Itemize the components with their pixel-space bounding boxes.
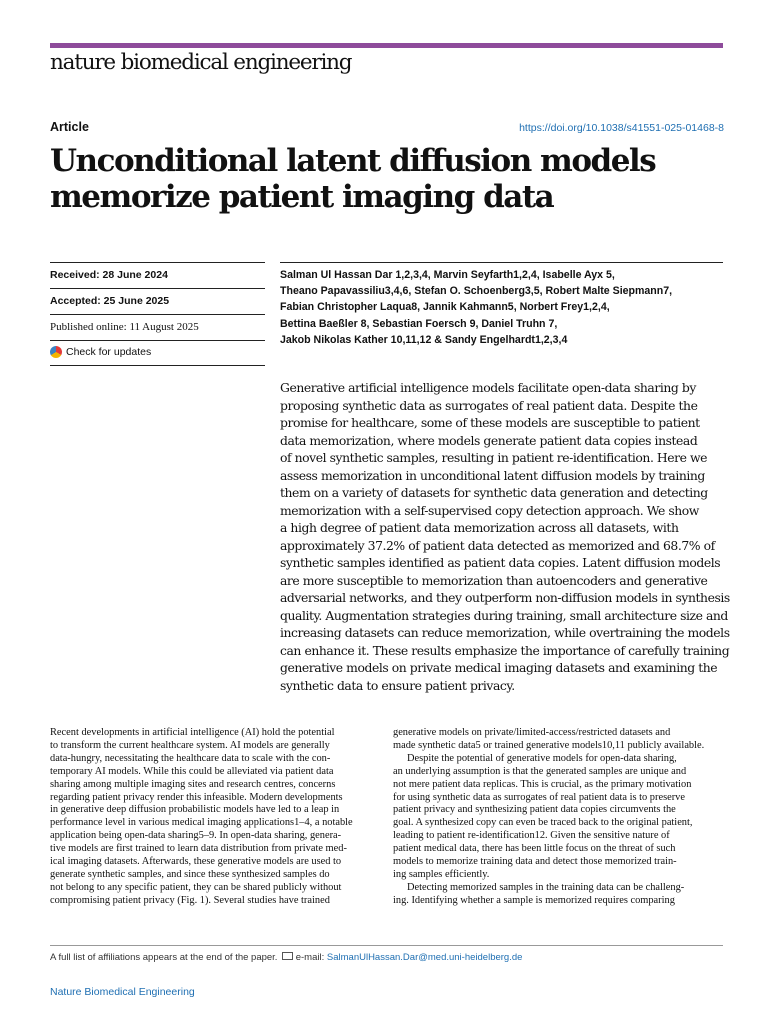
received-date: Received: 28 June 2024 (50, 262, 265, 288)
doi-link[interactable]: https://doi.org/10.1038/s41551-025-01468-8 (519, 122, 724, 134)
abstract-line: a high degree of patient data memorization across all datasets, with (280, 520, 679, 535)
body-line: ing samples efficiently. (393, 868, 490, 880)
body-column-left (50, 727, 380, 908)
body-line: to transform the current healthcare system. AI models are generally (50, 739, 330, 751)
body-line: not mere patient data replicas. This is crucial, as the primary motivation (393, 778, 692, 790)
body-line: an underlying assumption is that the generated samples are unique and (393, 765, 687, 777)
publication-meta (50, 262, 265, 366)
body-line: Detecting memorized samples in the training data can be challeng- (407, 881, 685, 893)
published-date: Published online: 11 August 2025 (50, 314, 265, 340)
abstract-line: are more susceptible to memorization than autoencoders and generative (280, 572, 708, 588)
authors-divider (280, 262, 723, 263)
body-line: patient privacy and synthesizing patient data copies circumvents the (393, 804, 676, 816)
body-line: data-hungry, necessitating the healthcare data to scale with the con- (50, 752, 331, 764)
author-list (280, 267, 730, 348)
body-line: temporary AI models. While this could be alleviated via patient data (50, 765, 334, 777)
journal-name: nature biomedical engineering (50, 50, 352, 75)
title-line: Unconditional latent diffusion models (50, 143, 656, 179)
author-line: Salman Ul Hassan Dar 1,2,3,4, Marvin Seyfarth1,2,4, Isabelle Ayx 5, (280, 269, 615, 281)
article-title (50, 143, 740, 215)
body-column-right (393, 727, 723, 908)
body-line: in generative deep diffusion probabilistic models have led to a leap in (50, 804, 340, 816)
footer-journal-name: Nature Biomedical Engineering (50, 986, 195, 998)
abstract-line: generative models on private medical imaging datasets and examining the (280, 660, 718, 675)
abstract-line: memorization with a self-supervised copy detection approach. We show (280, 502, 699, 518)
body-line: made synthetic data5 or trained generative models10,11 publicly available. (393, 739, 705, 751)
body-line: models to memorize training data and detect those memorized train- (393, 856, 677, 868)
abstract-line: synthetic data to ensure patient privacy. (280, 677, 515, 693)
title-line: memorize patient imaging data (50, 179, 554, 215)
abstract-line: of novel synthetic samples, resulting in patient re-identification. Here we (280, 450, 708, 465)
author-line: Jakob Nikolas Kather 10,11,12 & Sandy Engelhardt1,2,3,4 (280, 333, 568, 346)
body-line: not belong to any specific patient, they can be shared publicly without (50, 881, 342, 893)
abstract-line: data memorization, where models generate patient data copies instead (280, 432, 698, 448)
corresponding-email-link[interactable]: SalmanUlHassan.Dar@med.uni-heidelberg.de (326, 952, 523, 963)
check-for-updates-button[interactable]: Check for updates (50, 340, 265, 366)
footnote-divider (50, 945, 723, 946)
author-line: Theano Papavassiliu3,4,6, Stefan O. Schoenberg3,5, Robert Malte Siepmann7, (280, 285, 673, 298)
body-line: application being open-data sharing5–9. In open-data sharing, genera- (50, 830, 342, 842)
body-line: Recent developments in artificial intelligence (AI) hold the potential (50, 727, 335, 738)
envelope-icon (282, 952, 293, 960)
body-line: regarding patient privacy render this infeasible. Modern developments (50, 791, 343, 803)
abstract-line: approximately 37.2% of patient data detected as memorized and 68.7% of (280, 537, 715, 553)
abstract-line: can enhance it. These results emphasize the importance of carefully training (280, 642, 730, 658)
abstract-line: them on a variety of datasets for synthetic data generation and detecting (280, 485, 708, 500)
body-line: compromising patient privacy (Fig. 1). Several studies have trained (50, 894, 330, 906)
journal-accent-bar (50, 43, 723, 48)
abstract-line: quality. Augmentation strategies during training, small architecture size and (280, 607, 728, 623)
body-line: tive models are first trained to learn data distribution from private med- (50, 843, 347, 855)
body-line: patient medical data, there has been little focus on the threat of such (393, 843, 676, 855)
abstract-line: synthetic samples identified as patient data copies. Latent diffusion models (280, 555, 721, 570)
abstract-line: assess memorization in unconditional latent diffusion models by training (280, 467, 705, 483)
body-line: ical imaging datasets. Afterwards, these generative models are used to (50, 856, 342, 868)
author-line: Bettina Baeßler 8, Sebastian Foersch 9, Daniel Truhn 7, (280, 317, 558, 330)
abstract (280, 379, 730, 694)
body-line: ing. Identifying whether a sample is memorized requires comparing (393, 894, 675, 906)
body-line: performance level in various medical imaging applications1–4, a notable (50, 817, 353, 829)
article-type-label: Article (50, 120, 89, 134)
body-line: generate synthetic samples, and since these synthesized samples do (50, 868, 330, 880)
abstract-line: Generative artificial intelligence models facilitate open-data sharing by (280, 380, 696, 395)
abstract-line: proposing synthetic data as surrogates of real patient data. Despite the (280, 397, 698, 413)
body-line: generative models on private/limited-access/restricted datasets and (393, 727, 671, 738)
body-line: for using synthetic data as surrogates of real patient data is to preserve (393, 791, 685, 803)
accepted-date: Accepted: 25 June 2025 (50, 288, 265, 314)
body-line: leading to patient re-identification12. Given the sensitive nature of (393, 830, 670, 842)
body-line: goal. A synthesized copy can even be traced back to the original patient, (393, 817, 693, 829)
abstract-line: adversarial networks, and they outperform non-diffusion models in synthesis (280, 590, 730, 605)
body-line: sharing among multiple imaging sites and research centres, concerns (50, 778, 336, 790)
author-line: Fabian Christopher Laqua8, Jannik Kahmann5, Norbert Frey1,2,4, (280, 301, 610, 314)
abstract-line: increasing datasets can reduce memorization, while overtraining the models (280, 625, 730, 640)
crossmark-icon (50, 346, 62, 358)
affiliations-footnote: A full list of affiliations appears at the end of the paper. e-mail: SalmanUlHassan.Dar@med.uni-heidelberg.de (50, 952, 523, 963)
body-line: Despite the potential of generative models for open-data sharing, (407, 752, 677, 764)
abstract-line: promise for healthcare, some of these models are susceptible to patient (280, 415, 700, 430)
